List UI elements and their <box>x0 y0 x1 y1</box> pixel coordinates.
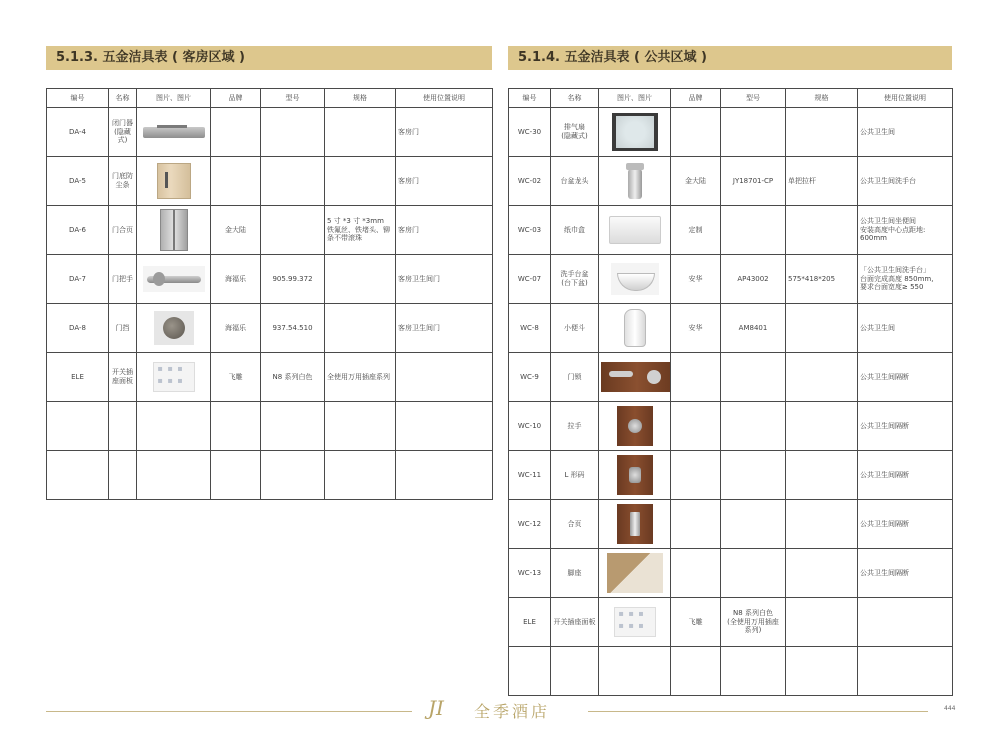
cell-spec: 575*418*205 <box>786 255 858 304</box>
cell-brand: 海福乐 <box>211 304 261 353</box>
column-header: 名称 <box>109 89 137 108</box>
table-row <box>509 500 953 549</box>
cell-spec <box>786 451 858 500</box>
product-image-cell <box>137 353 211 402</box>
product-image <box>609 216 661 244</box>
cell-loc <box>858 598 953 647</box>
table-row <box>47 451 493 500</box>
page-number: 444 <box>944 705 956 712</box>
cell-brand <box>211 402 261 451</box>
product-image-cell <box>599 108 671 157</box>
table-header-row <box>509 89 953 108</box>
cell-model: 905.99.372 <box>261 255 325 304</box>
section-title-right: 5.1.4. 五金洁具表 ( 公共区域 ) <box>508 46 952 70</box>
cell-name: 拉手 <box>551 402 599 451</box>
cell-name: 脚座 <box>551 549 599 598</box>
product-image <box>607 553 663 593</box>
cell-model <box>261 402 325 451</box>
cell-model <box>261 108 325 157</box>
cell-model <box>721 451 786 500</box>
cell-code: WC-07 <box>509 255 551 304</box>
cell-code: WC-9 <box>509 353 551 402</box>
cell-code <box>47 451 109 500</box>
cell-model: N8 系列白色 (全使用万用插座 系列) <box>721 598 786 647</box>
cell-spec <box>786 402 858 451</box>
cell-code: DA-7 <box>47 255 109 304</box>
cell-loc <box>396 451 493 500</box>
cell-model <box>261 206 325 255</box>
product-image <box>624 309 646 347</box>
cell-spec: 全使用万用插座系列 <box>325 353 396 402</box>
cell-name: 门挡 <box>109 304 137 353</box>
product-image <box>614 607 656 637</box>
cell-spec <box>325 304 396 353</box>
cell-name: 纸巾盒 <box>551 206 599 255</box>
product-image-cell <box>599 304 671 353</box>
cell-code: WC-12 <box>509 500 551 549</box>
cell-model <box>721 353 786 402</box>
cell-loc: 客房卫生间门 <box>396 304 493 353</box>
product-image-cell <box>137 108 211 157</box>
cell-name <box>551 647 599 696</box>
cell-loc: 客房卫生间门 <box>396 255 493 304</box>
cell-model: AP43002 <box>721 255 786 304</box>
cell-name: 门锁 <box>551 353 599 402</box>
product-image <box>611 263 659 295</box>
cell-model: N8 系列白色 <box>261 353 325 402</box>
table-row <box>509 255 953 304</box>
table-row <box>509 598 953 647</box>
cell-loc: 「公共卫生间洗手台」 台面完成高度 850mm, 要求台面宽度≥ 550 <box>858 255 953 304</box>
cell-spec: 单把拉杆 <box>786 157 858 206</box>
product-image <box>153 362 195 392</box>
table-row <box>47 255 493 304</box>
cell-loc: 公共卫生间隔断 <box>858 353 953 402</box>
cell-brand: 金大陆 <box>211 206 261 255</box>
cell-name <box>109 402 137 451</box>
cell-brand <box>671 402 721 451</box>
column-header: 品牌 <box>211 89 261 108</box>
product-image-cell <box>599 451 671 500</box>
cell-name: 闭门器 (隐藏式) <box>109 108 137 157</box>
cell-loc: 公共卫生间坐便间 安装高度中心点距地: 600mm <box>858 206 953 255</box>
cell-model <box>721 402 786 451</box>
table-row <box>47 304 493 353</box>
product-image-cell <box>599 157 671 206</box>
column-header: 使用位置说明 <box>396 89 493 108</box>
product-image-cell <box>137 451 211 500</box>
cell-name <box>109 451 137 500</box>
cell-loc <box>396 353 493 402</box>
cell-code: ELE <box>509 598 551 647</box>
cell-name: 台盆龙头 <box>551 157 599 206</box>
footer-divider-left <box>46 711 412 712</box>
cell-model: 937.54.510 <box>261 304 325 353</box>
cell-code: DA-5 <box>47 157 109 206</box>
table-header-row <box>47 89 493 108</box>
cell-model <box>721 108 786 157</box>
cell-code: DA-6 <box>47 206 109 255</box>
cell-code: WC-03 <box>509 206 551 255</box>
table-row <box>509 353 953 402</box>
cell-loc <box>858 647 953 696</box>
product-image-cell <box>599 647 671 696</box>
column-header: 规格 <box>325 89 396 108</box>
cell-name: 洗手台盆 (台下盆) <box>551 255 599 304</box>
cell-loc <box>396 402 493 451</box>
product-image <box>617 455 653 495</box>
cell-spec <box>325 451 396 500</box>
footer-divider-right <box>588 711 928 712</box>
cell-brand <box>211 451 261 500</box>
cell-model <box>721 549 786 598</box>
cell-spec <box>786 549 858 598</box>
brand-name: 全季酒店 <box>474 702 551 721</box>
cell-name: 合页 <box>551 500 599 549</box>
cell-name: 小便斗 <box>551 304 599 353</box>
cell-brand: 飞雕 <box>671 598 721 647</box>
table-row <box>509 157 953 206</box>
cell-loc: 公共卫生间洗手台 <box>858 157 953 206</box>
table-row <box>509 549 953 598</box>
cell-name: 门把手 <box>109 255 137 304</box>
cell-brand <box>671 500 721 549</box>
cell-brand <box>671 353 721 402</box>
column-header: 图片、图片 <box>599 89 671 108</box>
table-row <box>509 647 953 696</box>
product-image <box>617 504 653 544</box>
cell-code: WC-8 <box>509 304 551 353</box>
table-row <box>509 206 953 255</box>
cell-code: WC-02 <box>509 157 551 206</box>
table-row <box>509 451 953 500</box>
cell-spec <box>786 206 858 255</box>
cell-brand <box>211 108 261 157</box>
cell-loc: 公共卫生间 <box>858 304 953 353</box>
column-header: 使用位置说明 <box>858 89 953 108</box>
column-header: 编号 <box>47 89 109 108</box>
cell-name: L 形码 <box>551 451 599 500</box>
cell-loc: 客房门 <box>396 157 493 206</box>
cell-brand: 定制 <box>671 206 721 255</box>
cell-brand: 海福乐 <box>211 255 261 304</box>
cell-spec <box>786 304 858 353</box>
cell-spec <box>325 402 396 451</box>
product-image-cell <box>599 353 671 402</box>
cell-name: 排气扇 (隐藏式) <box>551 108 599 157</box>
cell-model <box>261 451 325 500</box>
cell-brand: 安华 <box>671 304 721 353</box>
product-image <box>143 127 205 138</box>
table-row <box>47 206 493 255</box>
column-header: 规格 <box>786 89 858 108</box>
product-image-cell <box>137 402 211 451</box>
cell-spec <box>325 108 396 157</box>
table-row <box>509 402 953 451</box>
cell-spec <box>325 255 396 304</box>
column-header: 型号 <box>261 89 325 108</box>
product-image-cell <box>137 304 211 353</box>
product-image-cell <box>599 598 671 647</box>
column-header: 名称 <box>551 89 599 108</box>
cell-loc: 客房门 <box>396 206 493 255</box>
cell-brand: 金大陆 <box>671 157 721 206</box>
table-row <box>47 108 493 157</box>
table-row <box>47 402 493 451</box>
cell-name: 开关插座面板 <box>109 353 137 402</box>
cell-loc: 公共卫生间隔断 <box>858 402 953 451</box>
brand-logo-mark: JI <box>428 696 444 720</box>
table-row <box>509 304 953 353</box>
product-image-cell <box>137 255 211 304</box>
cell-brand: 飞雕 <box>211 353 261 402</box>
cell-code: WC-30 <box>509 108 551 157</box>
hardware-table-public <box>508 88 953 696</box>
product-image <box>154 311 194 345</box>
cell-code: DA-4 <box>47 108 109 157</box>
product-image <box>143 266 205 292</box>
cell-spec <box>786 647 858 696</box>
column-header: 图片、图片 <box>137 89 211 108</box>
product-image <box>617 406 653 446</box>
product-image-cell <box>599 402 671 451</box>
column-header: 品牌 <box>671 89 721 108</box>
hardware-table-guestroom <box>46 88 493 500</box>
cell-loc: 公共卫生间隔断 <box>858 500 953 549</box>
table-row <box>47 157 493 206</box>
cell-loc: 公共卫生间隔断 <box>858 451 953 500</box>
cell-spec <box>786 598 858 647</box>
cell-model: AM8401 <box>721 304 786 353</box>
cell-brand <box>671 451 721 500</box>
cell-spec <box>786 353 858 402</box>
product-image-cell <box>599 500 671 549</box>
product-image-cell <box>599 549 671 598</box>
product-image <box>157 163 191 199</box>
product-image-cell <box>599 255 671 304</box>
cell-spec: 5 寸 *3 寸 *3mm 铁氟丝、铁堵头、铆条不带滚珠 <box>325 206 396 255</box>
cell-model <box>721 647 786 696</box>
product-image <box>612 113 658 151</box>
cell-brand <box>211 157 261 206</box>
cell-model: JY18701-CP <box>721 157 786 206</box>
cell-code <box>47 402 109 451</box>
cell-code: WC-13 <box>509 549 551 598</box>
cell-name: 门底防尘条 <box>109 157 137 206</box>
cell-spec <box>325 157 396 206</box>
product-image-cell <box>137 206 211 255</box>
cell-model <box>261 157 325 206</box>
cell-loc: 公共卫生间 <box>858 108 953 157</box>
cell-brand: 安华 <box>671 255 721 304</box>
product-image <box>624 161 646 201</box>
cell-loc: 客房门 <box>396 108 493 157</box>
cell-brand <box>671 549 721 598</box>
product-image-cell <box>599 206 671 255</box>
cell-model <box>721 206 786 255</box>
product-image <box>160 209 188 251</box>
cell-code <box>509 647 551 696</box>
column-header: 型号 <box>721 89 786 108</box>
section-title-left: 5.1.3. 五金洁具表 ( 客房区域 ) <box>46 46 492 70</box>
cell-code: WC-11 <box>509 451 551 500</box>
cell-spec <box>786 108 858 157</box>
cell-code: ELE <box>47 353 109 402</box>
product-image <box>601 362 671 392</box>
cell-loc: 公共卫生间隔断 <box>858 549 953 598</box>
column-header: 编号 <box>509 89 551 108</box>
cell-brand <box>671 647 721 696</box>
cell-code: DA-8 <box>47 304 109 353</box>
cell-model <box>721 500 786 549</box>
product-image-cell <box>137 157 211 206</box>
cell-name: 开关插座面板 <box>551 598 599 647</box>
cell-name: 门合页 <box>109 206 137 255</box>
cell-code: WC-10 <box>509 402 551 451</box>
table-row <box>47 353 493 402</box>
cell-brand <box>671 108 721 157</box>
table-row <box>509 108 953 157</box>
cell-spec <box>786 500 858 549</box>
